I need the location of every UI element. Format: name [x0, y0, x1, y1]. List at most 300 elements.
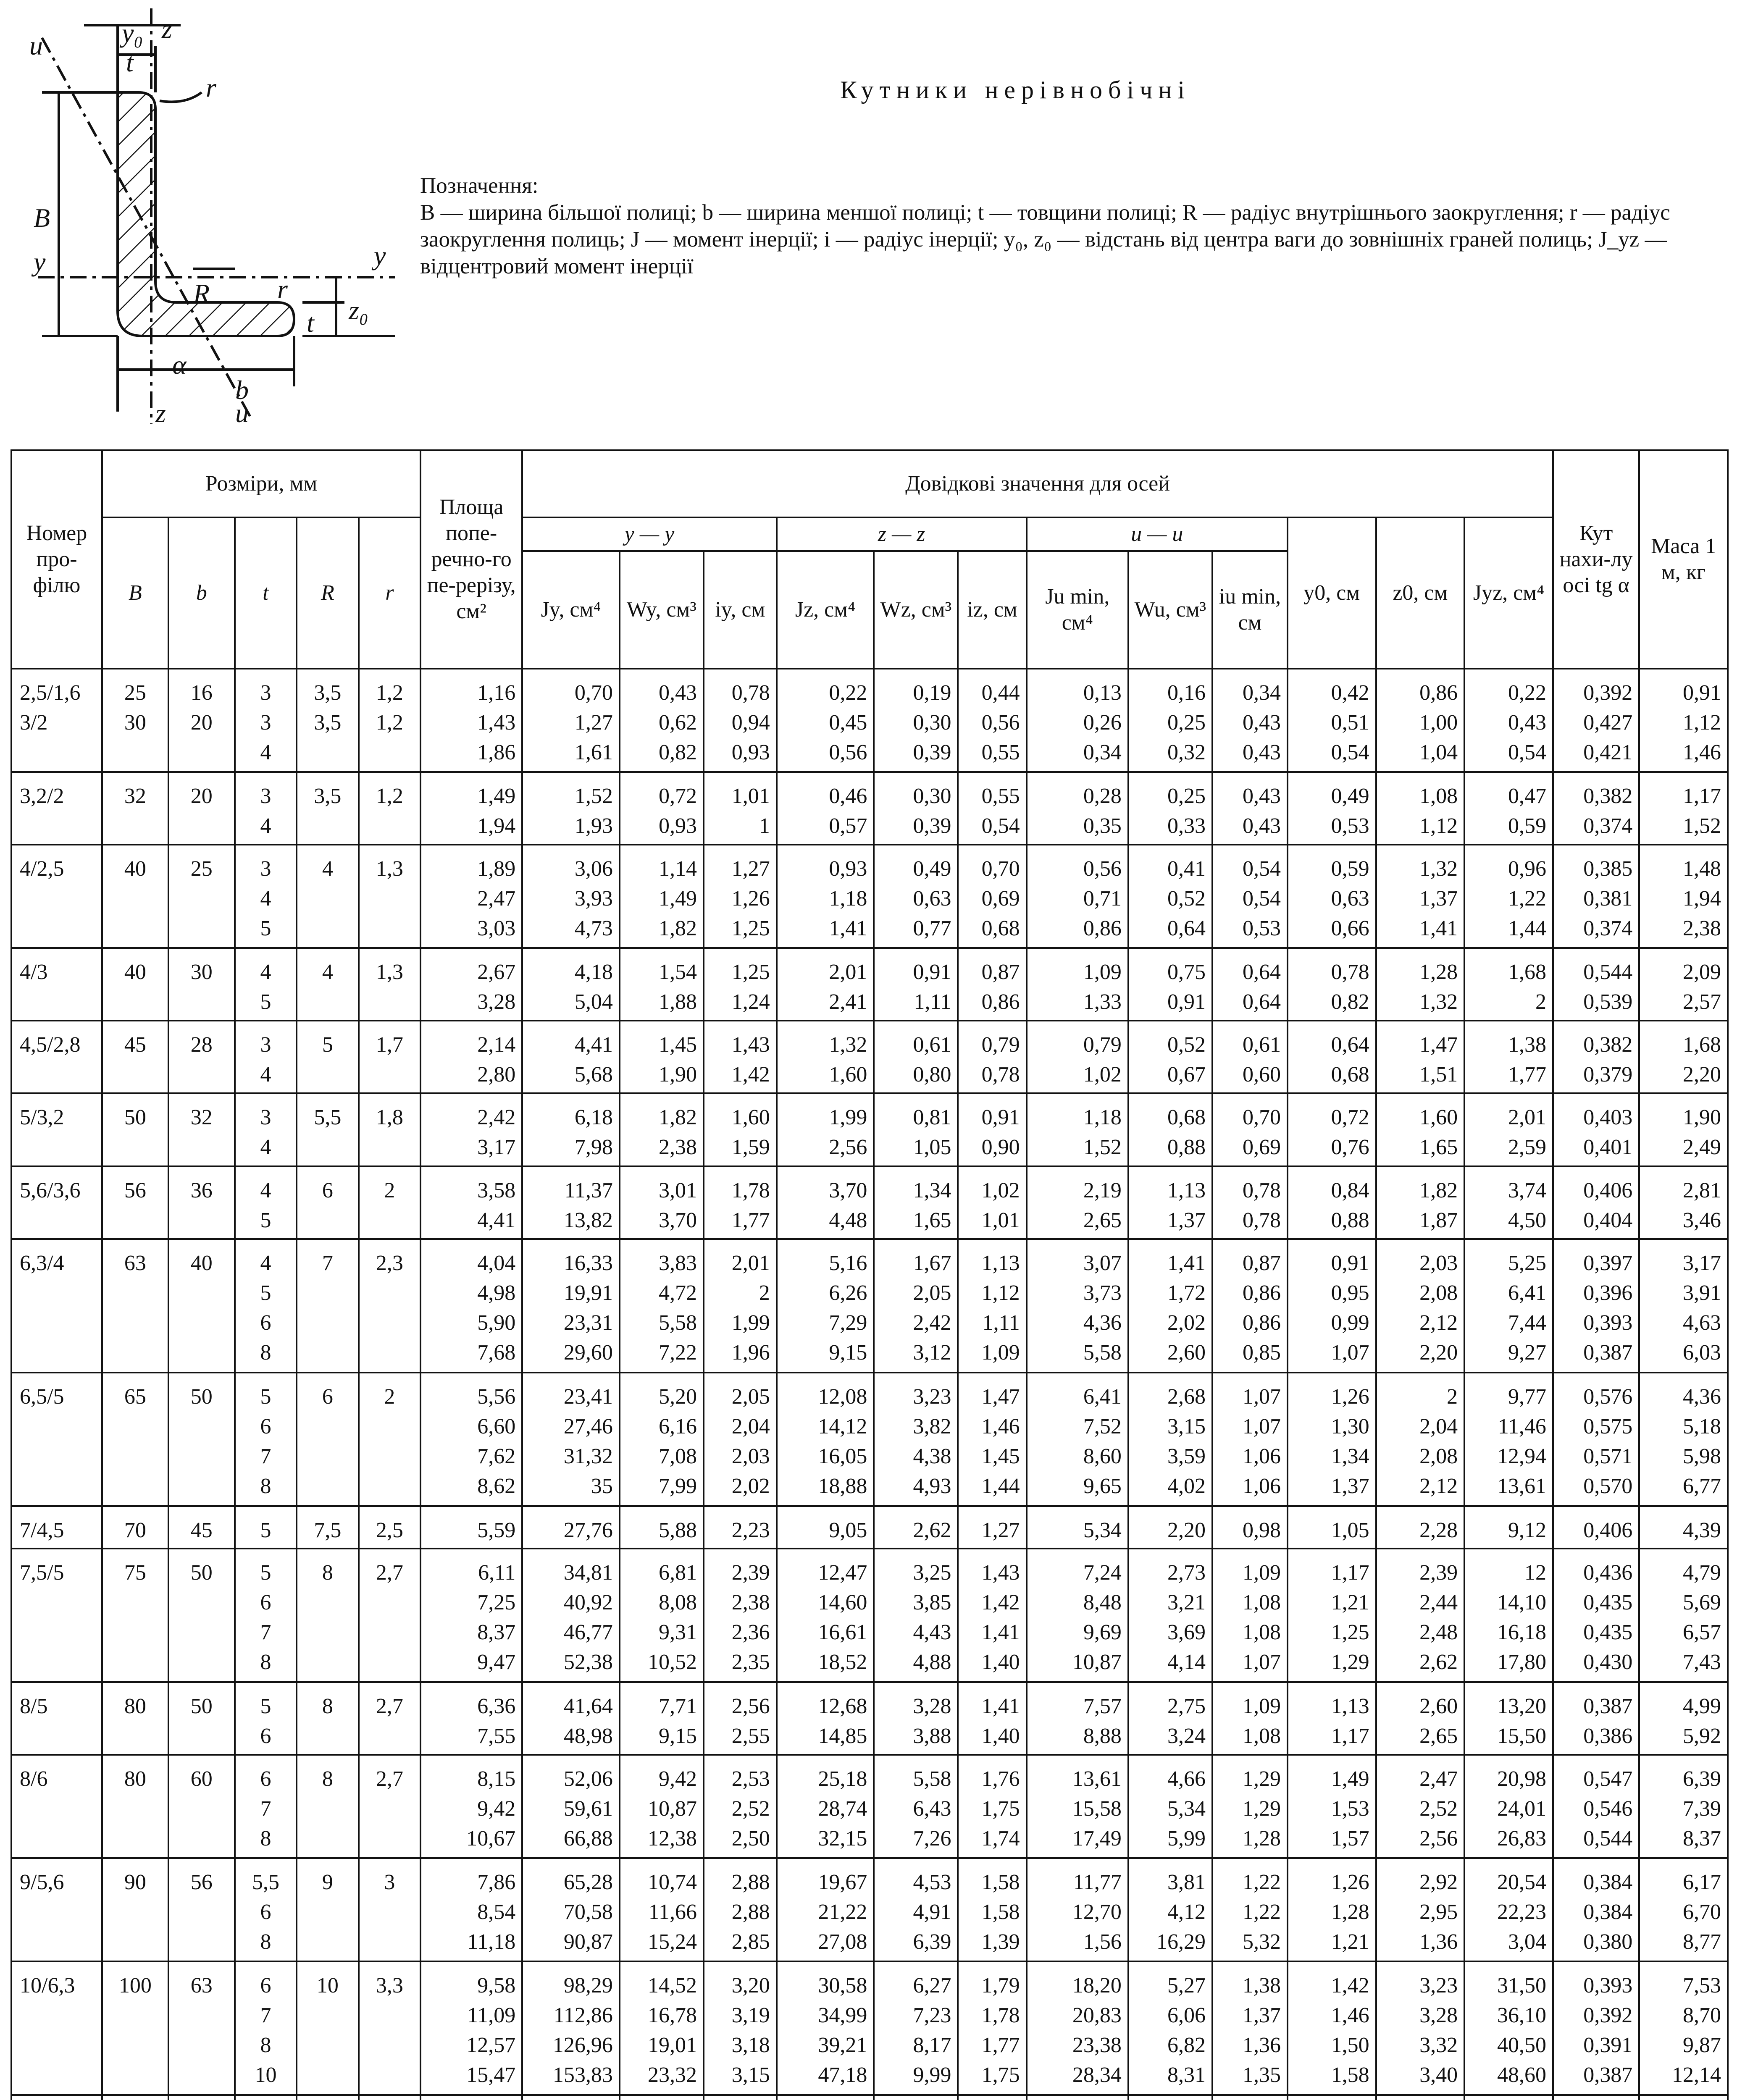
table-cell: [1027, 772, 1128, 845]
cell-value: 1,2: [376, 681, 403, 705]
cell-value: 0,39: [913, 814, 951, 838]
cell-value: [302, 884, 353, 914]
cell-value: 3,5: [314, 784, 342, 808]
cell-value: [364, 1441, 415, 1471]
table-cell: [704, 1373, 777, 1506]
cell-value: 15,24: [647, 1930, 697, 1954]
cell-value: 0,96: [1508, 857, 1546, 881]
cell-value: 12: [1524, 1561, 1546, 1585]
cell-value: 3,69: [1167, 1620, 1206, 1645]
cell-value: 8,31: [1167, 2063, 1206, 2087]
cell-value: [173, 1721, 230, 1751]
cell-value: [364, 2060, 415, 2090]
diagram-label-r-top: r: [206, 73, 216, 102]
cell-value: 0,380: [1583, 1930, 1633, 1954]
cell-value: 1,39: [981, 1930, 1020, 1954]
cell-value: 20: [190, 711, 213, 735]
cell-value: 5,59: [477, 1518, 516, 1543]
table-cell: [359, 1239, 420, 1373]
cell-value: 0,386: [1583, 1724, 1633, 1748]
table-cell: [1027, 1506, 1128, 1549]
cell-value: [20, 1647, 97, 1677]
cell-value: 0,22: [1508, 681, 1546, 705]
table-cell: [620, 948, 704, 1021]
cell-value: 9,77: [1508, 1385, 1546, 1409]
cell-value: 1,58: [981, 1900, 1020, 1924]
cell-value: 9,31: [658, 1620, 697, 1645]
cell-value: 27,08: [818, 1930, 867, 1954]
table-cell: [958, 1021, 1026, 1093]
cell-value: [173, 1060, 230, 1089]
cell-value: 0,44: [981, 681, 1020, 705]
cell-value: 1,04: [1419, 740, 1458, 764]
table-cell: [874, 1239, 958, 1373]
cell-value: [364, 1308, 415, 1338]
cell-value: 2,49: [1683, 1135, 1721, 1160]
table-cell: [1376, 1093, 1465, 1166]
table-cell: [1464, 1549, 1553, 1682]
cell-value: 0,54: [1331, 740, 1369, 764]
cell-value: 4,48: [829, 1208, 867, 1232]
cell-value: 6: [260, 1310, 271, 1335]
cell-value: 7,53: [1683, 1973, 1721, 1998]
cell-value: 7,43: [1683, 1650, 1721, 1675]
cell-value: 80: [124, 1694, 146, 1719]
cell-value: 1,59: [731, 1135, 770, 1160]
cell-value: [302, 1617, 353, 1647]
table-cell: [11, 1373, 102, 1506]
cell-value: 4,18: [574, 960, 613, 984]
table-cell: [297, 772, 358, 845]
table-cell: [874, 1506, 958, 1549]
diagram-label-t-right: t: [307, 308, 314, 338]
table-cell: [102, 1549, 168, 1682]
table-cell: [1639, 1858, 1728, 1961]
cell-value: 10/6,3: [20, 1973, 75, 1998]
cell-value: [302, 1278, 353, 1308]
cell-value: 59,61: [563, 1797, 613, 1821]
cell-value: 3,24: [1167, 1724, 1206, 1748]
table-cell: [1553, 2095, 1639, 2100]
cell-value: 6: [322, 1178, 333, 1202]
table-cell: [958, 772, 1026, 845]
cell-value: 2,53: [731, 1767, 770, 1791]
cell-value: 14,12: [818, 1415, 867, 1439]
cell-value: 3,59: [1167, 1444, 1206, 1469]
cell-value: 0,42: [1331, 681, 1369, 705]
cell-value: 0,70: [981, 857, 1020, 881]
table-cell: [359, 1961, 420, 2095]
cell-value: 11,66: [648, 1900, 697, 1924]
cell-value: 0,34: [1242, 681, 1281, 705]
cell-value: 0,41: [1167, 857, 1206, 881]
cell-value: 4,39: [1683, 1518, 1721, 1543]
table-row: [11, 1166, 1728, 1239]
table-row: [11, 669, 1728, 772]
table-cell: [235, 669, 297, 772]
cell-value: 6,11: [478, 1561, 516, 1585]
cell-value: 50: [190, 1694, 213, 1719]
table-cell: [620, 772, 704, 845]
cell-value: [20, 1338, 97, 1368]
table-cell: [1027, 948, 1128, 1021]
cell-value: 26,83: [1497, 1827, 1546, 1851]
cell-value: 2,56: [829, 1135, 867, 1160]
cell-value: 0,33: [1167, 814, 1206, 838]
cell-value: 2,38: [658, 1135, 697, 1160]
cell-value: 2,20: [1683, 1063, 1721, 1087]
table-cell: [1212, 1506, 1288, 1549]
table-cell: [620, 1373, 704, 1506]
table-cell: [11, 1682, 102, 1755]
cell-value: 2,68: [1167, 1385, 1206, 1409]
cell-value: 0,51: [1331, 711, 1369, 735]
cell-value: 2,19: [1083, 1178, 1122, 1202]
cell-value: [20, 1588, 97, 1617]
cell-value: 0,34: [1083, 740, 1122, 764]
table-cell: [1376, 2095, 1465, 2100]
table-row: [11, 1549, 1728, 1682]
cell-value: 20,54: [1497, 1870, 1546, 1895]
cell-value: 6,06: [1167, 2003, 1206, 2027]
cell-value: 25,18: [818, 1767, 867, 1791]
table-cell: [235, 845, 297, 948]
cell-value: 24,01: [1497, 1797, 1546, 1821]
table-cell: [1128, 1961, 1212, 2095]
cell-value: 3,74: [1508, 1178, 1546, 1202]
table-cell: [297, 1373, 358, 1506]
header-z0: z0, см: [1376, 517, 1465, 669]
table-cell: [359, 2095, 420, 2100]
cell-value: 2,73: [1167, 1561, 1206, 1585]
cell-value: 80: [124, 1767, 146, 1791]
cell-value: 9: [322, 1870, 333, 1895]
cell-value: 5,34: [1167, 1797, 1206, 1821]
cell-value: 5: [260, 1281, 271, 1305]
table-cell: [102, 948, 168, 1021]
cell-value: [302, 1471, 353, 1501]
table-cell: [1464, 1858, 1553, 1961]
cell-value: 2,3: [376, 1251, 403, 1275]
table-cell: [1639, 1166, 1728, 1239]
table-cell: [704, 772, 777, 845]
cell-value: 2,7: [376, 1694, 403, 1719]
table-cell: [168, 1093, 235, 1166]
cell-value: 0,95: [1331, 1281, 1369, 1305]
cell-value: 1,47: [1419, 1033, 1458, 1057]
table-cell: [1553, 1961, 1639, 2095]
table-cell: [297, 1755, 358, 1858]
page-title: Кутники нерівнобічні: [840, 76, 1191, 104]
cell-value: 0,81: [913, 1105, 951, 1130]
cell-value: 0,391: [1583, 2033, 1633, 2057]
table-cell: [958, 1373, 1026, 1506]
table-cell: [1639, 669, 1728, 772]
cell-value: 3,12: [913, 1340, 951, 1365]
cell-value: 1,24: [731, 990, 770, 1014]
table-cell: [958, 1858, 1026, 1961]
cell-value: 3,5: [314, 711, 342, 735]
cell-value: 4,99: [1683, 1694, 1721, 1719]
cell-value: 7,5: [314, 1518, 342, 1543]
cell-value: 5,6/3,6: [20, 1178, 81, 1202]
cell-value: 11,18: [467, 1930, 516, 1954]
cell-value: 3,83: [658, 1251, 697, 1275]
cell-value: [364, 1927, 415, 1957]
cell-value: 2,20: [1167, 1518, 1206, 1543]
cell-value: 3,04: [1508, 1930, 1546, 1954]
table-row: [11, 1373, 1728, 1506]
header-profile: Номер про-філю: [11, 450, 102, 669]
cell-value: 4,43: [913, 1620, 951, 1645]
cell-value: 0,43: [1242, 784, 1281, 808]
cell-value: 1,45: [658, 1033, 697, 1057]
cell-value: 6,41: [1083, 1385, 1122, 1409]
cell-value: 14,60: [818, 1591, 867, 1615]
table-cell: [1376, 669, 1465, 772]
cell-value: [364, 1132, 415, 1162]
cell-value: 0,86: [1242, 1281, 1281, 1305]
cell-value: 4,36: [1683, 1385, 1721, 1409]
cell-value: 1,40: [981, 1650, 1020, 1675]
cell-value: [364, 914, 415, 943]
cell-value: 22,23: [1497, 1900, 1546, 1924]
table-cell: [235, 772, 297, 845]
table-row: [11, 948, 1728, 1021]
table-cell: [522, 845, 620, 948]
cell-value: 2,52: [731, 1797, 770, 1821]
cell-value: 1,09: [1083, 960, 1122, 984]
cell-value: [302, 1132, 353, 1162]
table-cell: [1553, 1021, 1639, 1093]
header-Jz: Jz, см⁴: [777, 551, 874, 669]
cell-value: 1,49: [658, 887, 697, 911]
cell-value: 4: [260, 960, 271, 984]
cell-value: [302, 1060, 353, 1089]
table-cell: [958, 2095, 1026, 2100]
cell-value: 4: [260, 1063, 271, 1087]
cell-value: 5,92: [1683, 1724, 1721, 1748]
cell-value: 1,09: [1242, 1561, 1281, 1585]
cell-value: [107, 1647, 163, 1677]
cell-value: [173, 1441, 230, 1471]
table-cell: [168, 1166, 235, 1239]
cell-value: 47,18: [818, 2063, 867, 2087]
cell-value: 0,16: [1167, 681, 1206, 705]
cell-value: 12,70: [1072, 1900, 1122, 1924]
cell-value: 0,63: [913, 887, 951, 911]
cell-value: 1,07: [1331, 1340, 1369, 1365]
cell-value: [173, 811, 230, 841]
cell-value: 1,13: [1167, 1178, 1206, 1202]
cell-value: 4,79: [1683, 1561, 1721, 1585]
cell-value: [302, 1721, 353, 1751]
cell-value: 1,82: [658, 916, 697, 941]
table-cell: [297, 948, 358, 1021]
cell-value: 0,384: [1583, 1870, 1633, 1895]
table-cell: [620, 1166, 704, 1239]
cell-value: 1,44: [1508, 916, 1546, 941]
cell-value: 1,8: [376, 1105, 403, 1130]
table-cell: [1376, 948, 1465, 1021]
cell-value: [302, 1647, 353, 1677]
cell-value: 6,27: [913, 1973, 951, 1998]
cell-value: 3,32: [1419, 2033, 1458, 2057]
cell-value: 1,36: [1242, 2033, 1281, 2057]
cell-value: 20,83: [1072, 2003, 1122, 2027]
table-cell: [235, 1961, 297, 2095]
table-cell: [11, 2095, 102, 2100]
cell-value: [20, 1721, 97, 1751]
cell-value: 3: [260, 784, 271, 808]
cell-value: 8: [260, 2033, 271, 2057]
cell-value: 5,99: [1167, 1827, 1206, 1851]
cell-value: 0,78: [1242, 1178, 1281, 1202]
table-cell: [704, 2095, 777, 2100]
cell-value: 7,24: [1083, 1561, 1122, 1585]
cell-value: [364, 884, 415, 914]
cell-value: 9,05: [829, 1518, 867, 1543]
table-cell: [1027, 845, 1128, 948]
table-cell: [235, 1682, 297, 1755]
cell-value: 9,87: [1683, 2033, 1721, 2057]
cell-value: 0,78: [981, 1063, 1020, 1087]
cell-value: 1,58: [1331, 2063, 1369, 2087]
table-cell: [874, 1549, 958, 1682]
cell-value: 7,98: [574, 1135, 613, 1160]
cell-value: 11,09: [467, 2003, 516, 2027]
cell-value: 19,91: [563, 1281, 613, 1305]
table-cell: [874, 1755, 958, 1858]
cell-value: 0,53: [1242, 916, 1281, 941]
cell-value: 6,41: [1508, 1281, 1546, 1305]
table-cell: [1553, 669, 1639, 772]
table-cell: [1376, 1755, 1465, 1858]
cell-value: [364, 1897, 415, 1927]
cell-value: 4,50: [1508, 1208, 1546, 1232]
table-cell: [522, 1373, 620, 1506]
cell-value: 0,54: [981, 814, 1020, 838]
table-cell: [704, 1755, 777, 1858]
cell-value: 1,17: [1683, 784, 1721, 808]
cell-value: 56: [124, 1178, 146, 1202]
header-y0: y0, см: [1288, 517, 1376, 669]
cell-value: 1,78: [731, 1178, 770, 1202]
cell-value: 1,68: [1683, 1033, 1721, 1057]
cell-value: 1,51: [1419, 1063, 1458, 1087]
cell-value: 2,7: [376, 1767, 403, 1791]
cell-value: 1,38: [1508, 1033, 1546, 1057]
table-cell: [704, 1506, 777, 1549]
cell-value: 153,83: [552, 2063, 613, 2087]
cell-value: 7,57: [1083, 1694, 1122, 1719]
cell-value: 0,435: [1583, 1591, 1633, 1615]
table-cell: [522, 669, 620, 772]
cell-value: 0,55: [981, 784, 1020, 808]
cell-value: 1,46: [1683, 740, 1721, 764]
cell-value: [173, 914, 230, 943]
cell-value: [364, 1824, 415, 1853]
table-cell: [168, 1549, 235, 1682]
cell-value: 0,56: [981, 711, 1020, 735]
table-cell: [359, 1093, 420, 1166]
table-row: [11, 1506, 1728, 1549]
table-cell: [1464, 948, 1553, 1021]
cell-value: 0,406: [1583, 1518, 1633, 1543]
cell-value: 3,23: [913, 1385, 951, 1409]
table-cell: [1128, 1021, 1212, 1093]
cell-value: 15,58: [1072, 1797, 1122, 1821]
table-cell: [620, 1682, 704, 1755]
cell-value: 126,96: [552, 2033, 613, 2057]
cell-value: 1,41: [981, 1620, 1020, 1645]
cell-value: 1,96: [731, 1340, 770, 1365]
cell-value: 0,56: [829, 740, 867, 764]
cell-value: 1,35: [1242, 2063, 1281, 2087]
table-cell: [1288, 1021, 1376, 1093]
cell-value: 10,87: [1072, 1650, 1122, 1675]
cell-value: 3: [260, 1033, 271, 1057]
table-cell: [102, 1858, 168, 1961]
cell-value: 6,57: [1683, 1620, 1721, 1645]
cell-value: 3,28: [477, 990, 516, 1014]
table-cell: [1553, 1682, 1639, 1755]
cell-value: [173, 884, 230, 914]
cell-value: 16,18: [1497, 1620, 1546, 1645]
cell-value: 1,49: [477, 784, 516, 808]
table-cell: [1212, 948, 1288, 1021]
cell-value: [364, 1588, 415, 1617]
table-cell: [1027, 1549, 1128, 1682]
cell-value: 1,52: [1083, 1135, 1122, 1160]
cell-value: 0,88: [1167, 1135, 1206, 1160]
cell-value: 1,94: [477, 814, 516, 838]
cell-value: 1,42: [1331, 1973, 1369, 1998]
table-cell: [1288, 1166, 1376, 1239]
cell-value: 19,01: [647, 2033, 697, 2057]
cell-value: 6,26: [829, 1281, 867, 1305]
cell-value: 0,87: [981, 960, 1020, 984]
table-cell: [1639, 1961, 1728, 2095]
cell-value: 0,575: [1583, 1415, 1633, 1439]
table-cell: [1639, 2095, 1728, 2100]
cell-value: 3,15: [731, 2063, 770, 2087]
table-cell: [235, 1021, 297, 1093]
cell-value: 1,87: [1419, 1208, 1458, 1232]
table-cell: [1288, 845, 1376, 948]
table-cell: [1027, 669, 1128, 772]
cell-value: 0,55: [981, 740, 1020, 764]
table-cell: [704, 669, 777, 772]
cell-value: 1,49: [1331, 1767, 1369, 1791]
table-cell: [1212, 2095, 1288, 2100]
cell-value: 0,25: [1167, 711, 1206, 735]
cell-value: 5,58: [913, 1767, 951, 1791]
table-cell: [1128, 2095, 1212, 2100]
table-cell: [1288, 1093, 1376, 1166]
table-cell: [1639, 1021, 1728, 1093]
cell-value: 8,37: [1683, 1827, 1721, 1851]
table-cell: [777, 1093, 874, 1166]
cell-value: 1,90: [658, 1063, 697, 1087]
cell-value: 2,56: [731, 1694, 770, 1719]
header-axis-uu: u — u: [1027, 517, 1288, 551]
table-cell: [297, 1549, 358, 1682]
cell-value: 2,62: [1419, 1650, 1458, 1675]
cell-value: 16,61: [818, 1620, 867, 1645]
cell-value: 7,62: [477, 1444, 516, 1469]
cell-value: 0,46: [829, 784, 867, 808]
